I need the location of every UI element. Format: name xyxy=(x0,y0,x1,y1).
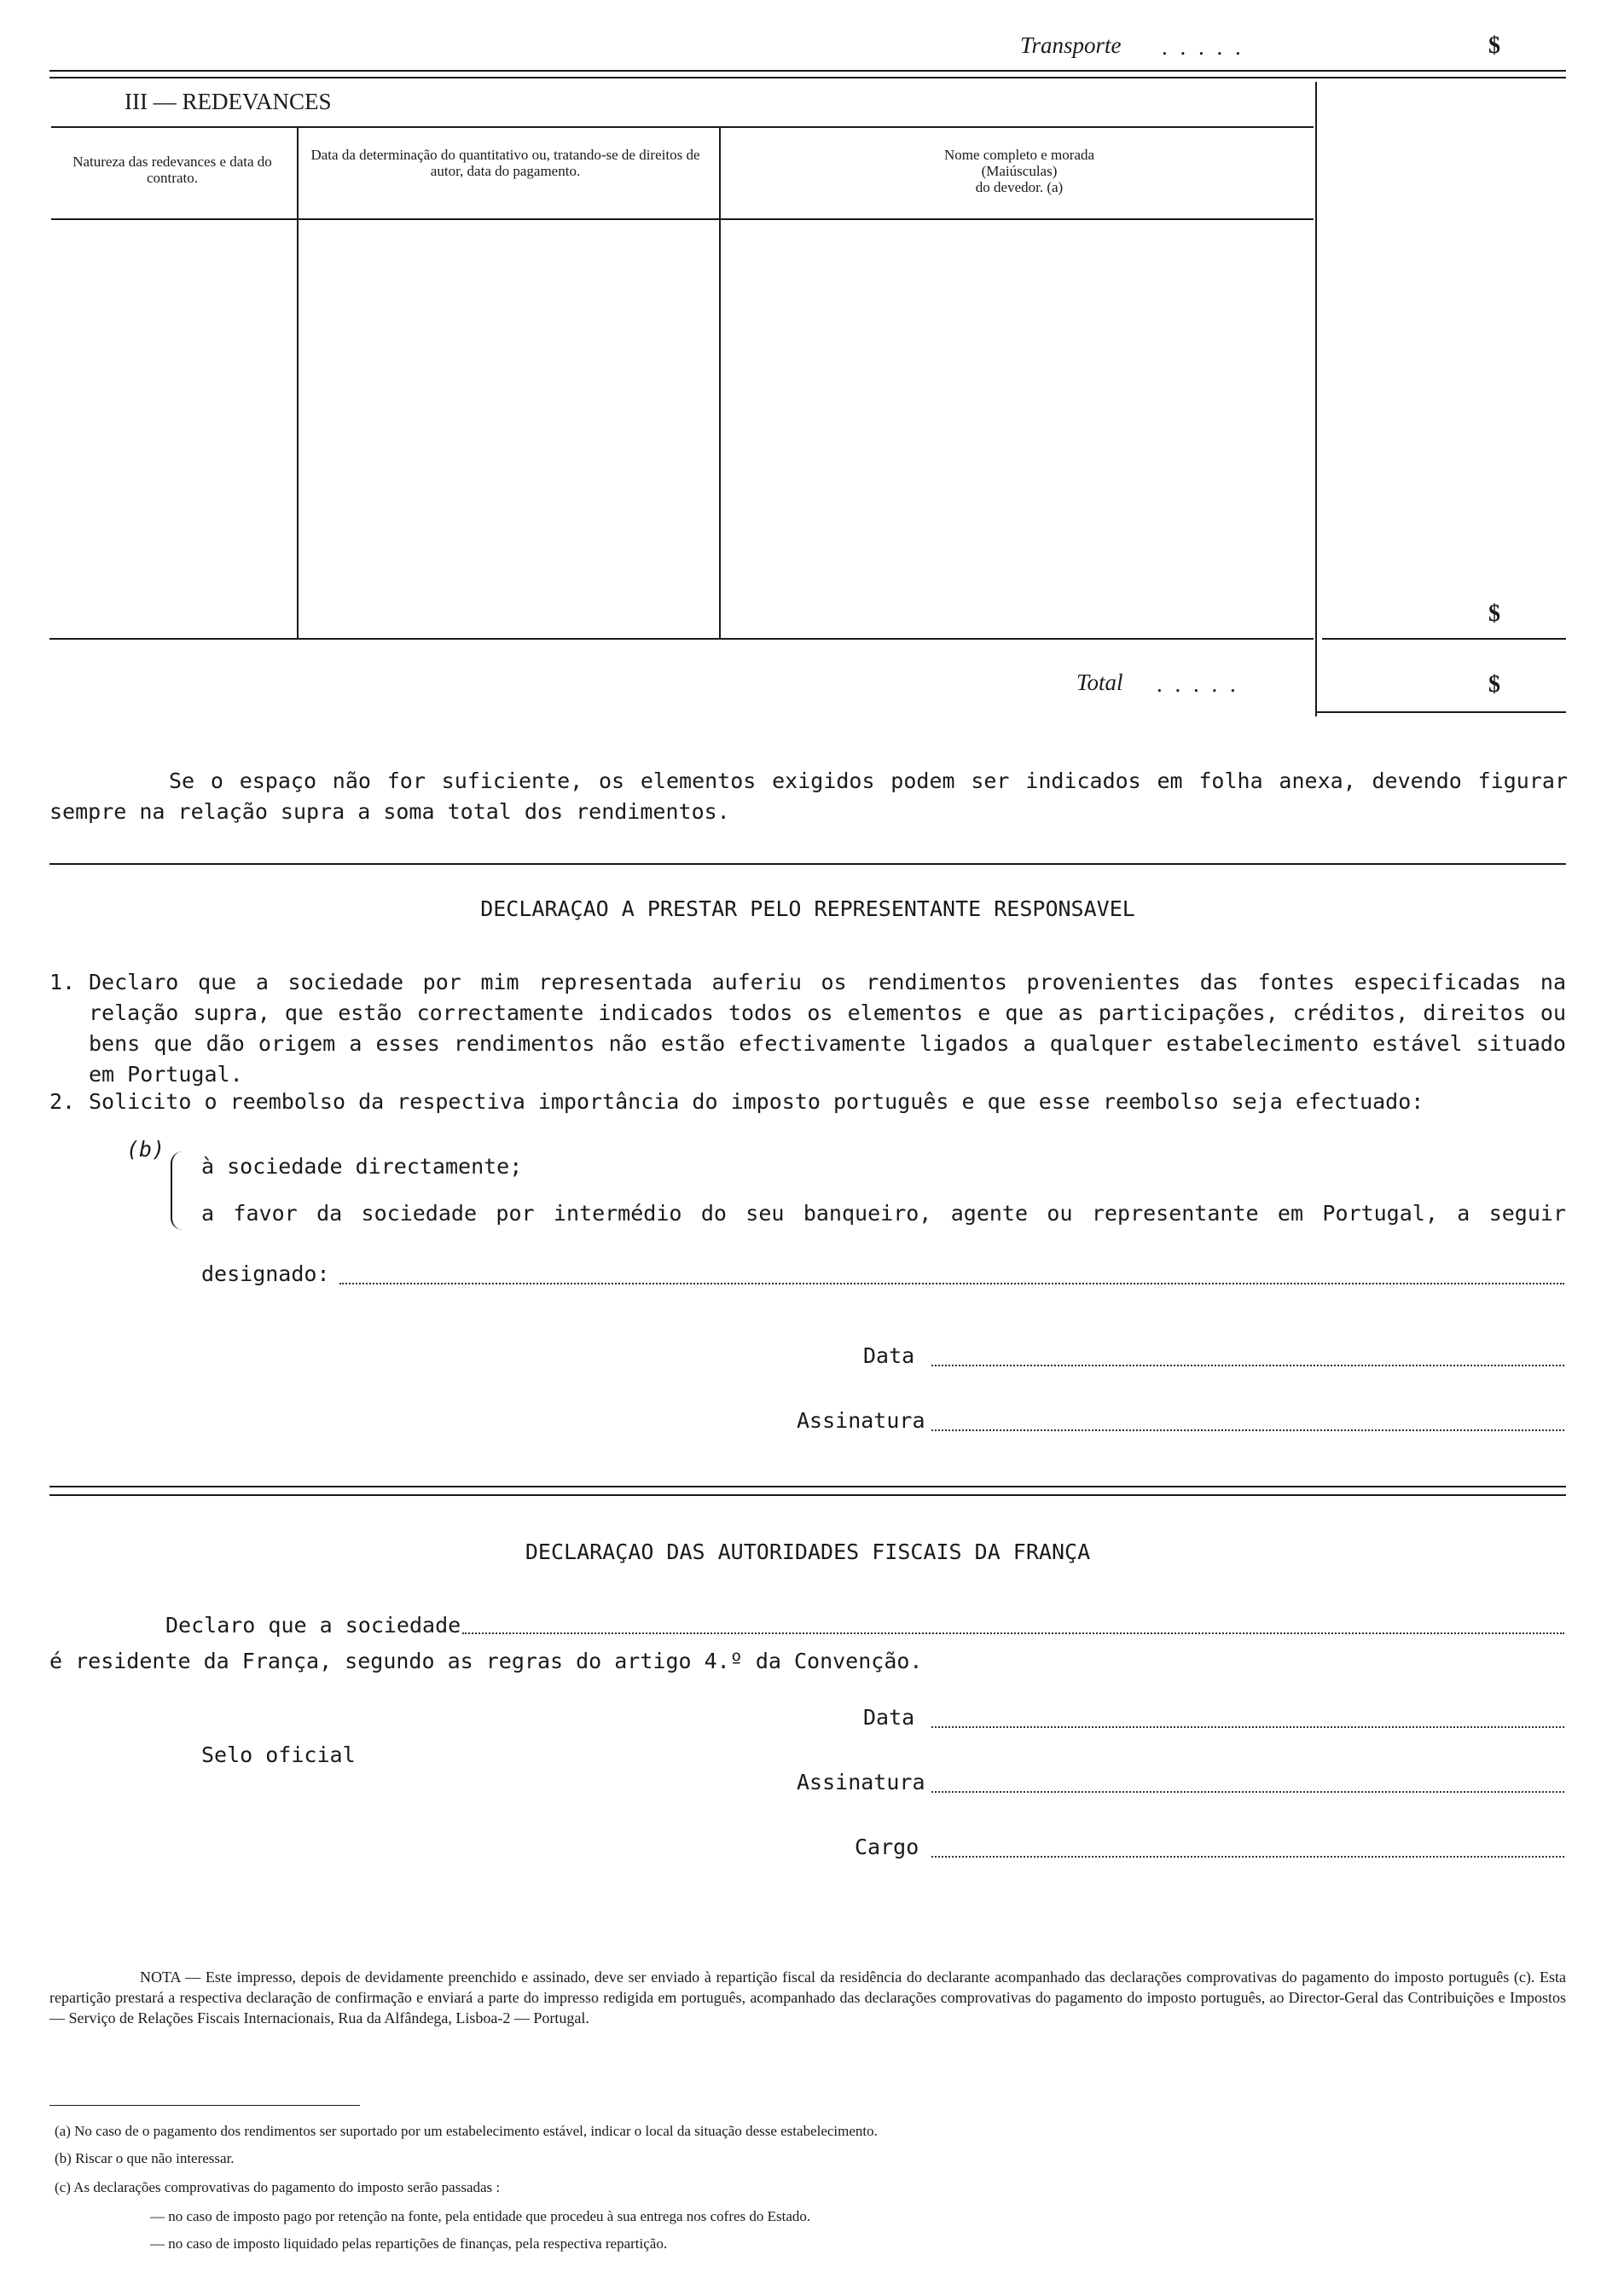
resident-text: é residente da França, segundo as regras do artigo 4.º da Convenção. xyxy=(49,1649,923,1673)
footnote-c2: — no caso de imposto liquidado pelas repartições de finanças, pela respectiva repartição. xyxy=(150,2235,668,2252)
position-field[interactable] xyxy=(931,1856,1564,1858)
col1-header: Natureza das redevances e data do contrato. xyxy=(72,154,272,186)
col-divider-2 xyxy=(719,126,721,638)
rep-date-label: Data xyxy=(863,1343,915,1368)
total-label: Total xyxy=(1076,670,1123,695)
company-label: Declaro que a sociedade xyxy=(165,1613,461,1638)
option-brace-icon xyxy=(171,1151,188,1230)
designated-label: designado: xyxy=(201,1261,330,1286)
section-title: III — REDEVANCES xyxy=(125,89,332,114)
official-seal-label: Selo oficial xyxy=(201,1742,356,1767)
total-dots: . . . . . xyxy=(1157,671,1239,697)
header-bottom-rule xyxy=(51,218,1314,220)
footnote-separator xyxy=(49,2105,360,2106)
option-via-banker[interactable]: a favor da sociedade por intermédio do seu banqueiro, agente ou representante em Portugal, a seguir xyxy=(201,1201,1566,1226)
col3-header-line3: do devedor. (a) xyxy=(975,179,1064,195)
transporte-currency: $ xyxy=(1488,32,1500,59)
item1-text: Declaro que a sociedade por mim representada auferiu os rendimentos provenientes das fontes especificadas na relação supra, que estão correctamente indicados todos os elementos e que as participações, créditos, direitos ou bens que dão origem a esses rendimentos não estão efectivamente ligados a qualquer estabelecimento estável situado em Portugal. xyxy=(89,970,1566,1087)
item2-text: Solicito o reembolso da respectiva importância do imposto português e que esse reembolso seja efectuado: xyxy=(89,1089,1424,1114)
nota-paragraph: NOTA — Este impresso, depois de devidamente preenchido e assinado, deve ser enviado à repartição fiscal da residência do declarante acompanhado das declarações comprovativas do pagamento do imposto português (c). Esta repartição prestará a respectiva declaração de confirmação e enviará a parte do impresso redigida em português, acompanhado das declarações comprovativas do pagamento do imposto português, ao Director-Geral das Contribuições e Impostos — Serviço de Relações Fiscais Internacionais, Rua da Alfândega, Lisboa-2 — Portugal. xyxy=(49,1968,1566,2026)
subtotal-currency: $ xyxy=(1488,600,1500,627)
col3-header xyxy=(725,147,1314,195)
designated-field[interactable] xyxy=(339,1283,1564,1284)
footnote-c1: — no caso de imposto pago por retenção na fonte, pela entidade que procedeu à sua entrega nos cofres do Estado. xyxy=(150,2208,811,2224)
rep-signature-field[interactable] xyxy=(931,1429,1564,1431)
title-rule xyxy=(51,126,1314,128)
col3-header-line2: (Maiúsculas) xyxy=(981,163,1058,179)
table-right-border xyxy=(1315,82,1317,716)
transporte-dots: . . . . . xyxy=(1162,34,1244,60)
section-rule-2a xyxy=(49,1486,1566,1487)
option-marker: (b) xyxy=(126,1137,165,1162)
footnote-a: (a) No caso de o pagamento dos rendimentos ser suportado por um estabelecimento estável, indicar o local da situação desse estabelecimento. xyxy=(55,2123,878,2139)
section-rule-1 xyxy=(49,863,1566,865)
footnote-b: (b) Riscar o que não interessar. xyxy=(55,2150,235,2166)
option-direct[interactable]: à sociedade directamente; xyxy=(201,1154,523,1179)
company-field[interactable] xyxy=(462,1632,1564,1634)
item1-number: 1. xyxy=(49,970,76,994)
insufficient-space-note: Se o espaço não for suficiente, os elementos exigidos podem ser indicados em folha anexa, devendo figurar sempre na relação supra a soma total dos rendimentos. xyxy=(49,768,1568,824)
table-bottom-rule xyxy=(49,638,1314,640)
section-rule-2b xyxy=(49,1494,1566,1496)
fr-signature-label: Assinatura xyxy=(797,1770,925,1794)
item2-number: 2. xyxy=(49,1089,76,1114)
total-currency: $ xyxy=(1488,671,1500,698)
transporte-label: Transporte xyxy=(1020,32,1122,58)
representative-declaration-title: DECLARAÇAO A PRESTAR PELO REPRESENTANTE RESPONSAVEL xyxy=(480,896,1135,921)
rep-date-field[interactable] xyxy=(931,1365,1564,1366)
col3-header-line1: Nome completo e morada xyxy=(943,147,1095,163)
france-declaration-title: DECLARAÇAO DAS AUTORIDADES FISCAIS DA FRANÇA xyxy=(525,1539,1091,1564)
position-label: Cargo xyxy=(855,1835,919,1859)
header-rule-2 xyxy=(49,77,1566,78)
col2-header: Data da determinação do quantitativo ou, tratando-se de direitos de autor, data do pagamento. xyxy=(310,147,700,179)
total-bottom-rule xyxy=(1315,711,1566,713)
footnote-c: (c) As declarações comprovativas do pagamento do imposto serão passadas : xyxy=(55,2179,501,2195)
fr-date-label: Data xyxy=(863,1705,915,1730)
col-divider-1 xyxy=(297,126,299,638)
fr-date-field[interactable] xyxy=(931,1726,1564,1728)
header-rule-1 xyxy=(49,70,1566,72)
fr-signature-field[interactable] xyxy=(931,1791,1564,1793)
rep-signature-label: Assinatura xyxy=(797,1408,925,1433)
amount-bottom-rule xyxy=(1322,638,1566,640)
